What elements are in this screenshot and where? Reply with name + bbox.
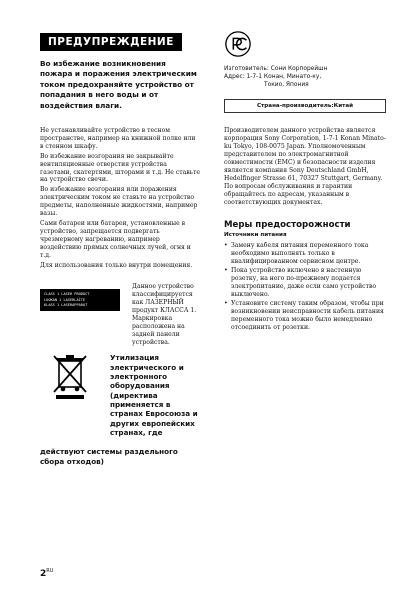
paragraph: Во избежание возгорания не закрывайте вентиляционные отверстия устройства газетами, скатертями, шторами и т.д. Не ставьте на устройство свечи. [40,152,200,184]
warning-lead: Во избежание возникновения пожара и поражения электрическим током предохраняйте устройство от попадания в него воды и от воздействия влаги. [40,59,197,110]
certification-mark-icon [224,30,252,58]
language-code: RU [46,568,54,574]
laser-description: Данное устройство классифицируется как ЛАЗЕРНЫЙ продукт КЛАССА 1. Маркировка расположена на задней панели устройства. [132,283,197,346]
laser-label-line: CLASS 1 LASER PRODUCT [44,292,90,297]
representative-paragraph: Производителем данного устройства является корпорация Sony Corporation, 1-7-1 Konan Minato-ku Tokyo, 108-0075 Japan. Уполномоченным представителем по электромагнитной совместимости (EMC) и безопасности изделия является компания Sony Deutschland GmbH, Hedelfinger Strasse 61, 70327 Stuttgart, Germany. По вопросам обслуживания и гарантии обращайтесь по адресам, указанным в соответствующих документах. [224,127,386,206]
manufacturer-line: Токио, Япония [264,81,309,88]
power-sources-subhead: Источники питания [224,232,287,239]
page-number-value: 2 [40,569,47,579]
weee-section [40,351,200,466]
laser-label-line: KLASS 1 LASERAPPARAT [44,302,88,307]
laser-section [40,283,200,346]
list-item: • Замену кабеля питания переменного тока необходимо выполнять только в квалифицированном сервисном центре. [224,242,386,266]
list-item: • Пока устройство включено в настенную розетку, на него по-прежнему подается электропитание, даже если само устройство выключено. [224,267,386,299]
precautions-list [224,242,386,331]
warning-banner: ПРЕДУПРЕЖДЕНИЕ [40,33,182,51]
laser-class-label [40,289,120,311]
list-item: • Установите систему таким образом, чтобы при возникновении неисправности кабель питания переменного тока можно было немедленно отсоединить от розетки. [224,300,386,332]
paragraph: Для использования только внутри помещения. [40,261,193,269]
manufacturer-info [224,66,386,89]
precautions-title: Меры предосторожности [224,220,351,231]
left-column [40,30,200,466]
manufacturer-line: Изготовитель: Сони Корпорейшн [224,66,328,72]
manufacturer-line: Адрес: 1-7-1 Конан, Минато-ку, [224,73,322,80]
right-column [224,30,386,332]
paragraph: Во избежание возгорания или поражения электрическим током не ставьте на устройство предметы, наполненные жидкостями, например вазы. [40,186,198,218]
page-number [40,568,53,579]
weee-heading-continued: действуют системы раздельного сбора отходов) [40,447,178,466]
laser-label-line: LUOKAN 1 LASERLAITE [44,297,86,302]
crossed-bin-icon [50,351,90,401]
country-of-origin: Страна-производитель:Китай [224,99,386,113]
weee-heading: Утилизация электрического и электронного оборудования (директива применяется в странах Евросоюза и других европейских странах, где [110,353,198,437]
paragraph: Не устанавливайте устройство в тесном пространстве, например на книжной полке или в стенном шкафу. [40,127,196,150]
paragraph: Сами батареи или батареи, установленные в устройство, запрещается подвергать чрезмерному нагреванию, например воздействию прямых солнечных лучей, огня и т.д. [40,220,191,259]
